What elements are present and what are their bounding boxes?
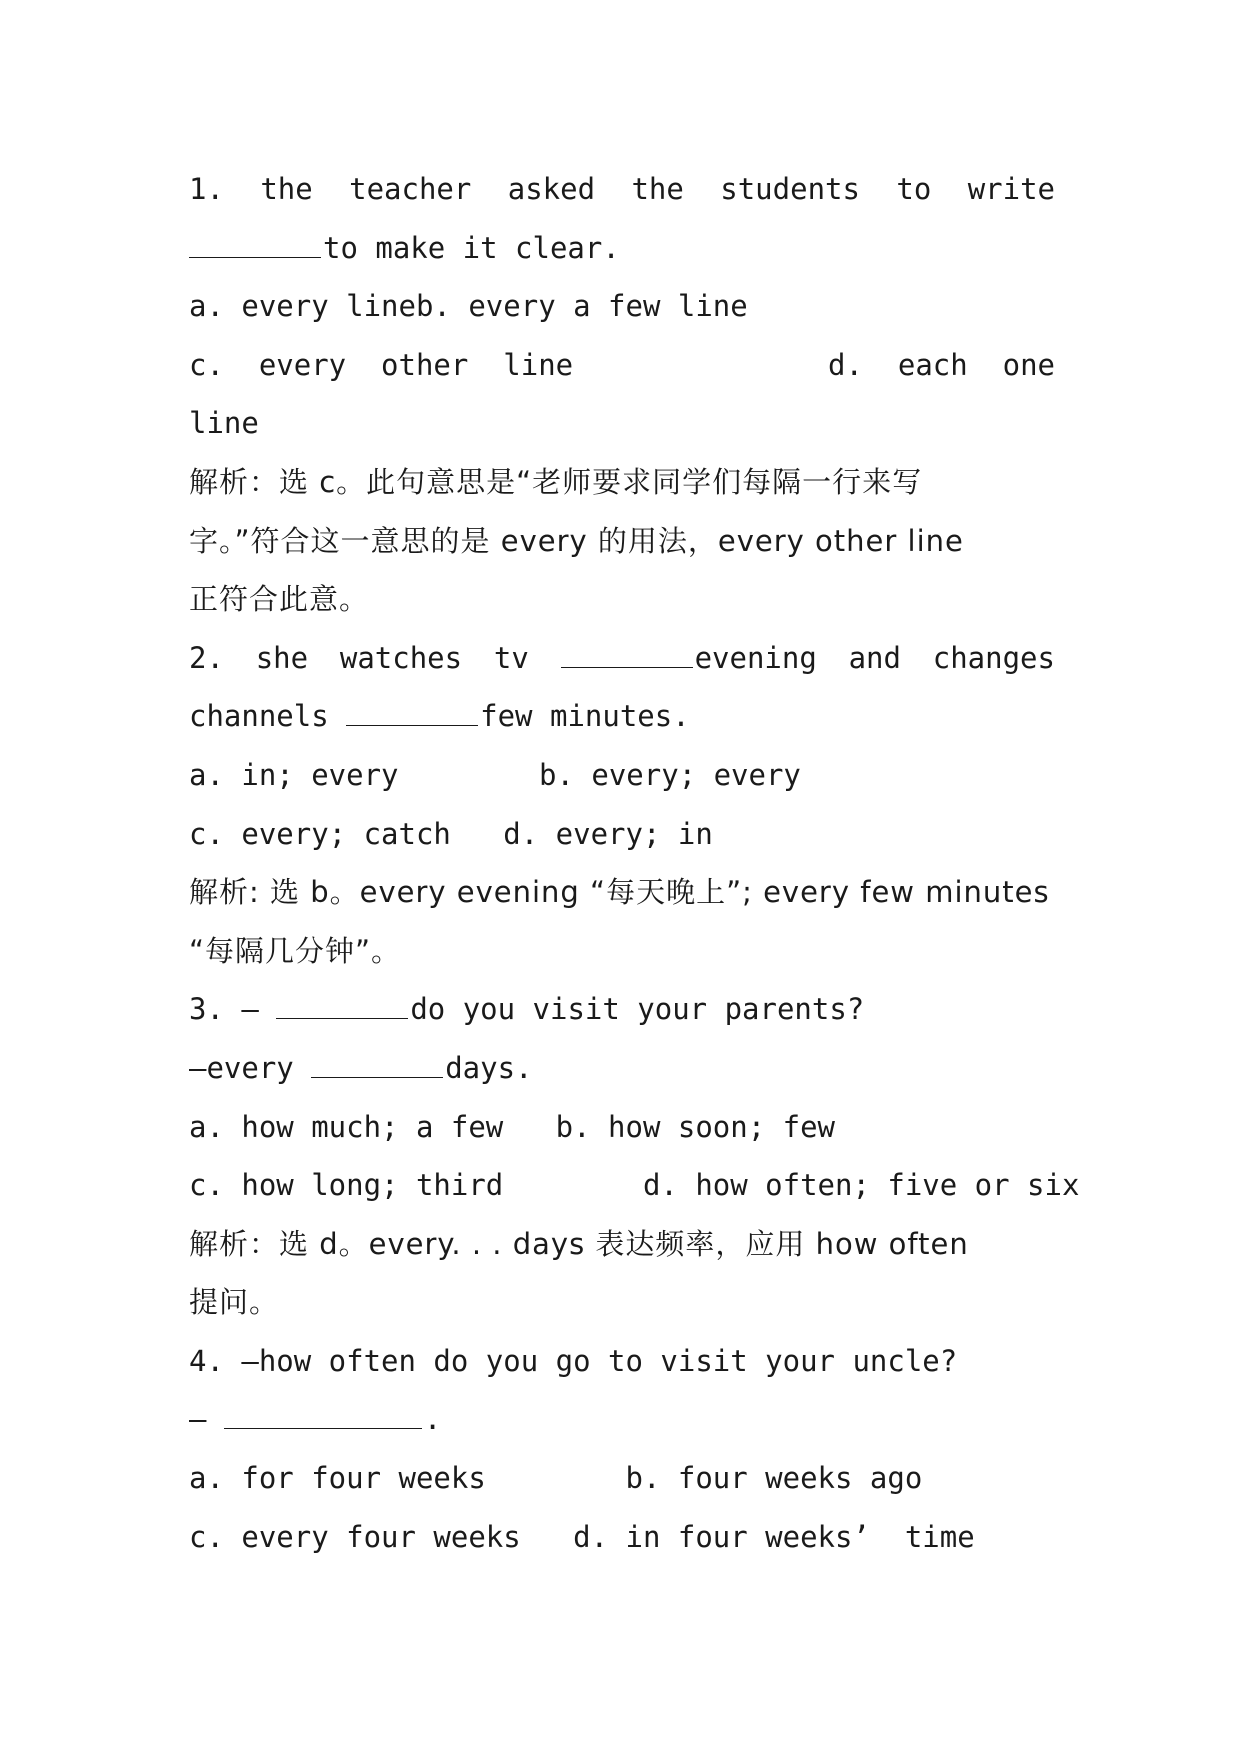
stem-word: the [260,172,313,206]
answer-blank [561,641,693,668]
question-1-options-row-1: a. every lineb. every a few line [189,289,748,324]
question-3-options-row-1: a. how much; a few b. how soon; few [189,1109,836,1144]
question-3-stem-line-2: —every days. [189,1050,533,1085]
question-2-analysis-line-1: 解析: 选 b。every evening “每天晚上”; every few minutes [189,875,1050,910]
question-1-analysis-line-3: 正符合此意。 [189,582,370,617]
option-a: a. in; every [189,757,399,792]
question-1-stem-line-1 [189,160,1055,219]
question-1-options-row-2 [189,336,1055,395]
stem-word: students [720,172,860,206]
question-2-options-row-2: c. every; catch d. every; in [189,816,713,851]
question-4-options-row-2: c. every four weeks d. in four weeks’ time [189,1519,975,1554]
stem-word: she [255,640,309,675]
question-1-analysis-line-2: 字。”符合这一意思的是 every 的用法，every other line [189,523,964,558]
stem-word: teacher [349,172,472,206]
question-4-stem-line-1: 4. —how often do you go to visit your uncle? [189,1343,958,1378]
question-2-analysis-line-2: “每隔几分钟”。 [189,933,402,968]
answer-blank [224,1402,422,1429]
stem-word: watches [339,640,463,675]
answer-blank [311,1051,443,1078]
answer-blank [189,231,321,258]
document-page [189,160,1080,1566]
question-2-stem-line-2: channels few minutes. [189,699,690,734]
stem-word: write [967,172,1055,206]
question-1-analysis-line-1: 解析：选 c。此句意思是“老师要求同学们每隔一行来写 [189,464,923,499]
question-number: 1. [189,172,224,206]
question-2-options-row-1 [189,746,1055,805]
answer-blank [346,699,478,726]
question-2-stem-line-1 [189,629,1055,688]
question-4-stem-line-2: — . [189,1402,442,1437]
stem-word: tv [493,640,529,675]
option-c: c. every other line [189,347,574,382]
stem-word: and [848,640,901,675]
question-1-options-row-3: line [189,406,259,441]
option-d: d. each one [828,347,1055,382]
stem-word: the [631,172,684,206]
question-3-analysis-line-1: 解析：选 d。every. . . days 表达频率，应用 how often [189,1226,969,1261]
stem-blank-word: evening [561,629,817,688]
question-3-options-row-2: c. how long; third d. how often; five or six [189,1168,1080,1203]
question-4-options-row-1: a. for four weeks b. four weeks ago [189,1461,923,1496]
stem-word: to [896,172,932,206]
question-3-analysis-line-2: 提问。 [189,1285,280,1320]
answer-blank [276,992,408,1019]
stem-text: to make it clear. [323,230,620,265]
stem-word: asked [507,172,596,206]
option-b: b. every; every [539,757,801,792]
question-number: 2. [189,640,224,675]
stem-word: changes [932,640,1055,675]
question-3-stem-line-1: 3. — do you visit your parents? [189,992,865,1027]
question-1-stem-line-2 [189,219,1055,278]
